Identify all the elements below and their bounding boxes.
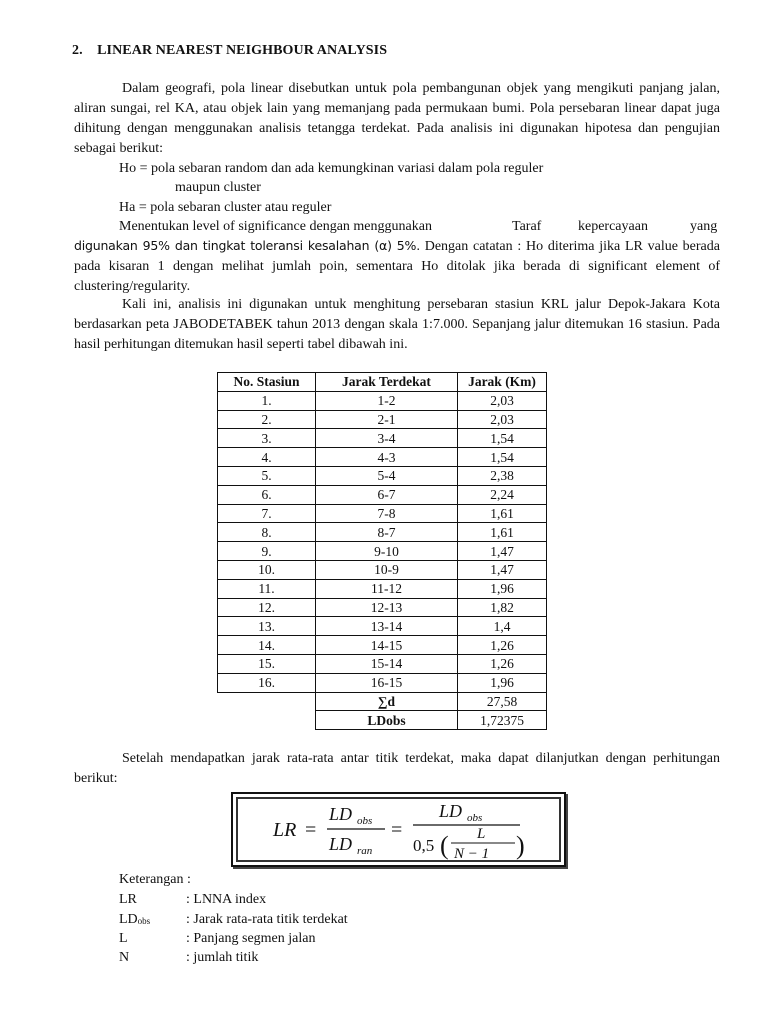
station-number-cell: 15. [218, 654, 316, 673]
keterangan-label [119, 910, 150, 931]
nearest-pair-cell: 12-13 [316, 598, 458, 617]
distance-km-cell: 1,96 [458, 673, 547, 692]
table-row [218, 448, 547, 467]
table-row [218, 429, 547, 448]
hypothesis-ha: Ha = pola sebaran cluster atau reguler [119, 200, 332, 215]
distance-km-cell: 1,54 [458, 429, 547, 448]
ldobs-label: LDobs [316, 711, 458, 730]
header-jarak-terdekat: Jarak Terdekat [316, 373, 458, 392]
distance-km-cell: 2,03 [458, 410, 547, 429]
table-row [218, 410, 547, 429]
hypothesis-ho-continued: maupun cluster [175, 180, 261, 195]
keterangan-title: Keterangan : [119, 872, 191, 887]
keterangan-description: : LNNA index [186, 892, 267, 907]
lr-formula [231, 792, 566, 867]
intro-paragraph: Dalam geografi, pola linear disebutkan untuk pola pembangunan objek yang mengikuti panjang jalan, aliran sungai, rel KA, atau objek lain yang memanjang pada permukaan bumi. Pola persebaran linear dapat juga dihitung dengan menggunakan analisis tetangga terdekat. Pada analisis ini digunakan hipotesa dan pengujian sebagai berikut: [74, 81, 720, 156]
nearest-pair-cell: 8-7 [316, 523, 458, 542]
distance-km-cell: 2,38 [458, 466, 547, 485]
sum-row [218, 692, 547, 711]
distance-table [217, 372, 547, 730]
station-number-cell: 12. [218, 598, 316, 617]
section-heading [72, 43, 387, 59]
nearest-pair-cell: 6-7 [316, 485, 458, 504]
distance-km-cell: 1,47 [458, 542, 547, 561]
formula-ld-ran: LD [329, 834, 353, 854]
sum-label: ∑d [316, 692, 458, 711]
ldobs-value: 1,72375 [458, 711, 547, 730]
station-number-cell: 9. [218, 542, 316, 561]
keterangan-symbol-subscript: obs [137, 916, 151, 926]
station-number-cell: 4. [218, 448, 316, 467]
formula-ld-obs-num: LD [329, 804, 353, 824]
table-row [218, 542, 547, 561]
nearest-pair-cell: 1-2 [316, 391, 458, 410]
sum-value: 27,58 [458, 692, 547, 711]
table-header-row [218, 373, 547, 392]
station-number-cell: 2. [218, 410, 316, 429]
hypothesis-ho: Ho = pola sebaran random dan ada kemungkinan variasi dalam pola reguler [119, 161, 544, 176]
formula-sub-ran: ran [357, 845, 373, 857]
formula-equals-1: = [305, 819, 317, 841]
significance-text-start: Menentukan level of significance dengan menggunakan [119, 219, 432, 234]
svg-text:): ) [516, 831, 525, 860]
distance-km-cell: 2,03 [458, 391, 547, 410]
header-no-stasiun: No. Stasiun [218, 373, 316, 392]
keterangan-symbol: LR [119, 892, 137, 907]
distance-km-cell: 1,82 [458, 598, 547, 617]
nearest-pair-cell: 4-3 [316, 448, 458, 467]
distance-km-cell: 1,4 [458, 617, 547, 636]
station-number-cell: 5. [218, 466, 316, 485]
keterangan-description: : Jarak rata-rata titik terdekat [186, 912, 348, 927]
formula-sub-obs-1: obs [357, 815, 373, 827]
nearest-pair-cell: 11-12 [316, 579, 458, 598]
formula-svg [233, 794, 564, 865]
formula-sub-obs-2: obs [467, 812, 483, 824]
station-number-cell: 1. [218, 391, 316, 410]
significance-word-taraf: Taraf [512, 219, 542, 234]
station-number-cell: 6. [218, 485, 316, 504]
after-table-paragraph: Setelah mendapatkan jarak rata-rata antar titik terdekat, maka dapat dilanjutkan dengan perhitungan berikut: [74, 751, 720, 786]
station-number-cell: 8. [218, 523, 316, 542]
keterangan-label [119, 929, 128, 949]
distance-km-cell: 1,26 [458, 636, 547, 655]
keterangan-label [119, 948, 129, 968]
distance-km-cell: 1,61 [458, 523, 547, 542]
station-number-cell: 13. [218, 617, 316, 636]
table-row [218, 504, 547, 523]
distance-km-cell: 1,26 [458, 654, 547, 673]
study-paragraph: Kali ini, analisis ini digunakan untuk menghitung persebaran stasiun KRL jalur Depok-Jakara Kota berdasarkan peta JABODETABEK tahun 2013 dengan skala 1:7.000. Sepanjang jalur ditemukan 16 stasiun. Pada hasil perhitungan ditemukan hasil seperti tabel dibawah ini. [74, 297, 720, 352]
table-row [218, 673, 547, 692]
significance-word-yang: yang [690, 219, 718, 234]
station-number-cell: 3. [218, 429, 316, 448]
significance-note: Dengan catatan : Ho diterima jika LR value berada pada kisaran 1 dengan melihat jumlah poin, sementara Ho ditolak jika berada di significant element of clustering/regularity. [74, 239, 720, 294]
section-number: 2. [72, 43, 83, 58]
significance-level-text: digunakan 95% dan tingkat toleransi kesalahan (α) 5%. [74, 238, 420, 253]
keterangan-description: : jumlah titik [186, 950, 259, 965]
table-row [218, 654, 547, 673]
table-row [218, 560, 547, 579]
station-number-cell: 16. [218, 673, 316, 692]
nearest-pair-cell: 10-9 [316, 560, 458, 579]
nearest-pair-cell: 14-15 [316, 636, 458, 655]
formula-coef: 0,5 [413, 836, 435, 855]
station-number-cell: 11. [218, 579, 316, 598]
nearest-pair-cell: 5-4 [316, 466, 458, 485]
header-jarak-km: Jarak (Km) [458, 373, 547, 392]
keterangan-label [119, 890, 137, 910]
section-title: LINEAR NEAREST NEIGHBOUR ANALYSIS [97, 43, 388, 58]
formula-ld-obs-num-2: LD [439, 801, 463, 821]
keterangan-description: : Panjang segmen jalan [186, 931, 316, 946]
station-number-cell: 7. [218, 504, 316, 523]
significance-word-kepercayaan: kepercayaan [578, 219, 648, 234]
formula-lr: LR [273, 819, 297, 841]
svg-text:(: ( [440, 831, 449, 860]
distance-km-cell: 2,24 [458, 485, 547, 504]
significance-paragraph [74, 236, 720, 297]
station-number-cell: 14. [218, 636, 316, 655]
table-row [218, 617, 547, 636]
table-row [218, 598, 547, 617]
formula-equals-2: = [391, 819, 403, 841]
nearest-pair-cell: 3-4 [316, 429, 458, 448]
nearest-pair-cell: 9-10 [316, 542, 458, 561]
table-row [218, 636, 547, 655]
keterangan-symbol: N [119, 950, 130, 965]
ldobs-row [218, 711, 547, 730]
distance-km-cell: 1,96 [458, 579, 547, 598]
nearest-pair-cell: 15-14 [316, 654, 458, 673]
distance-km-cell: 1,47 [458, 560, 547, 579]
table-row [218, 579, 547, 598]
nearest-pair-cell: 16-15 [316, 673, 458, 692]
table-row [218, 391, 547, 410]
nearest-pair-cell: 2-1 [316, 410, 458, 429]
keterangan-symbol: L [119, 931, 128, 946]
table-row [218, 485, 547, 504]
keterangan-symbol: LD [119, 912, 138, 927]
station-number-cell: 10. [218, 560, 316, 579]
formula-L: L [477, 826, 486, 842]
table-row [218, 523, 547, 542]
nearest-pair-cell: 7-8 [316, 504, 458, 523]
formula-n-minus-1: N − 1 [454, 846, 490, 862]
distance-km-cell: 1,54 [458, 448, 547, 467]
table-row [218, 466, 547, 485]
nearest-pair-cell: 13-14 [316, 617, 458, 636]
distance-km-cell: 1,61 [458, 504, 547, 523]
